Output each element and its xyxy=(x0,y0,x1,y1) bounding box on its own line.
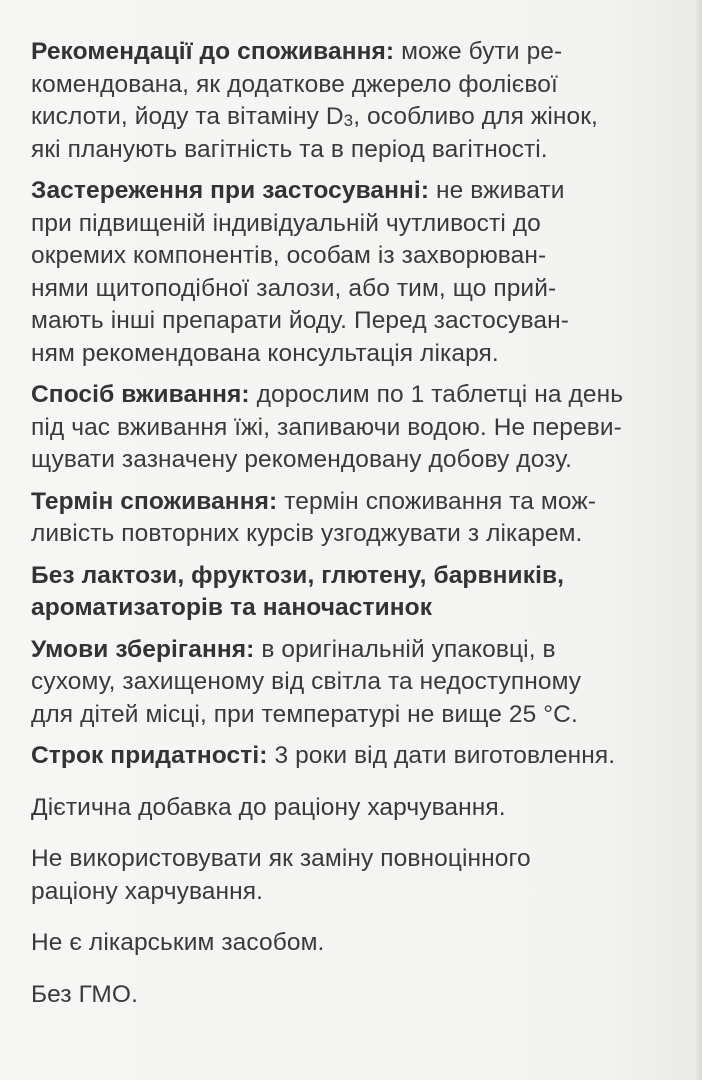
free-from-section xyxy=(31,560,699,625)
text-line: комендована, як додаткове джерело фолієвої xyxy=(31,70,558,98)
text-line: раціону харчування. xyxy=(31,877,264,905)
not-medicine-note xyxy=(31,927,699,960)
text-line: ароматизаторів та наночастинок xyxy=(31,594,433,621)
text-line: ливість повторних курсів узгоджувати з лікарем. xyxy=(31,520,583,547)
section-heading: Умови зберігання: xyxy=(31,635,255,663)
section-heading: Спосіб вживання: xyxy=(31,381,250,408)
text-line xyxy=(31,740,699,773)
label-text xyxy=(31,36,699,1030)
text-line xyxy=(31,486,699,519)
text-fragment: в оригінальній упаковці, в xyxy=(261,635,556,663)
text-fragment: дорослим по 1 таблетці на день xyxy=(256,381,624,408)
text-line: при підвищеній індивідуальній чутливості до xyxy=(31,209,541,237)
text-fragment: кислоти, йоду та вітаміну D xyxy=(31,103,344,130)
text-line: ням рекомендована консультація лікаря. xyxy=(31,339,499,367)
text-line xyxy=(31,379,699,412)
text-line: Не є лікарським засобом. xyxy=(31,929,325,956)
subscript: 3 xyxy=(343,111,354,130)
text-fragment: не вживати xyxy=(436,177,565,204)
text-line xyxy=(31,175,699,208)
replacement-note xyxy=(31,843,699,908)
text-fragment: термін споживання та мож- xyxy=(284,487,597,515)
section-heading: Термін споживання: xyxy=(31,487,278,515)
text-line: Дієтична добавка до раціону харчування. xyxy=(31,793,506,821)
text-fragment: , особливо для жінок, xyxy=(353,103,598,130)
gmo-free-note xyxy=(31,979,699,1012)
text-line: нями щитоподібної залози, або тим, що прий- xyxy=(31,274,557,302)
section-heading: Без лактози, фруктози, глютену, барвників, xyxy=(31,561,565,589)
shelf-life-section xyxy=(31,740,699,773)
text-line: щувати зазначену рекомендовану добову дозу. xyxy=(31,446,573,473)
text-line: Не використовувати як заміну повноцінного xyxy=(31,845,531,872)
recommendations-section xyxy=(31,36,699,166)
text-line: Без ГМО. xyxy=(31,980,138,1008)
text-line: окремих компонентів, особам із захворюван- xyxy=(31,242,547,269)
text-fragment: 3 роки від дати виготовлення. xyxy=(274,742,616,769)
text-line xyxy=(31,634,699,667)
text-line: мають інші препарати йоду. Перед застосуван- xyxy=(31,307,569,334)
term-section xyxy=(31,486,699,551)
section-heading: Застереження при застосуванні: xyxy=(31,177,430,204)
usage-section xyxy=(31,379,699,477)
text-line xyxy=(31,36,699,69)
text-line: які планують вагітність та в період вагітності. xyxy=(31,135,548,163)
text-line xyxy=(31,101,699,134)
text-line: під час вживання їжі, запиваючи водою. Не переви- xyxy=(31,413,622,441)
section-heading: Строк придатності: xyxy=(31,742,268,769)
section-heading: Рекомендації до споживання: xyxy=(31,38,395,65)
text-line: сухому, захищеному від світла та недоступному xyxy=(31,668,582,695)
text-line: для дітей місці, при температурі не вище 25 °C. xyxy=(31,700,578,728)
storage-section xyxy=(31,634,699,732)
dietary-supplement-note xyxy=(31,792,699,825)
warnings-section xyxy=(31,175,699,370)
text-fragment: може бути ре- xyxy=(401,38,563,65)
